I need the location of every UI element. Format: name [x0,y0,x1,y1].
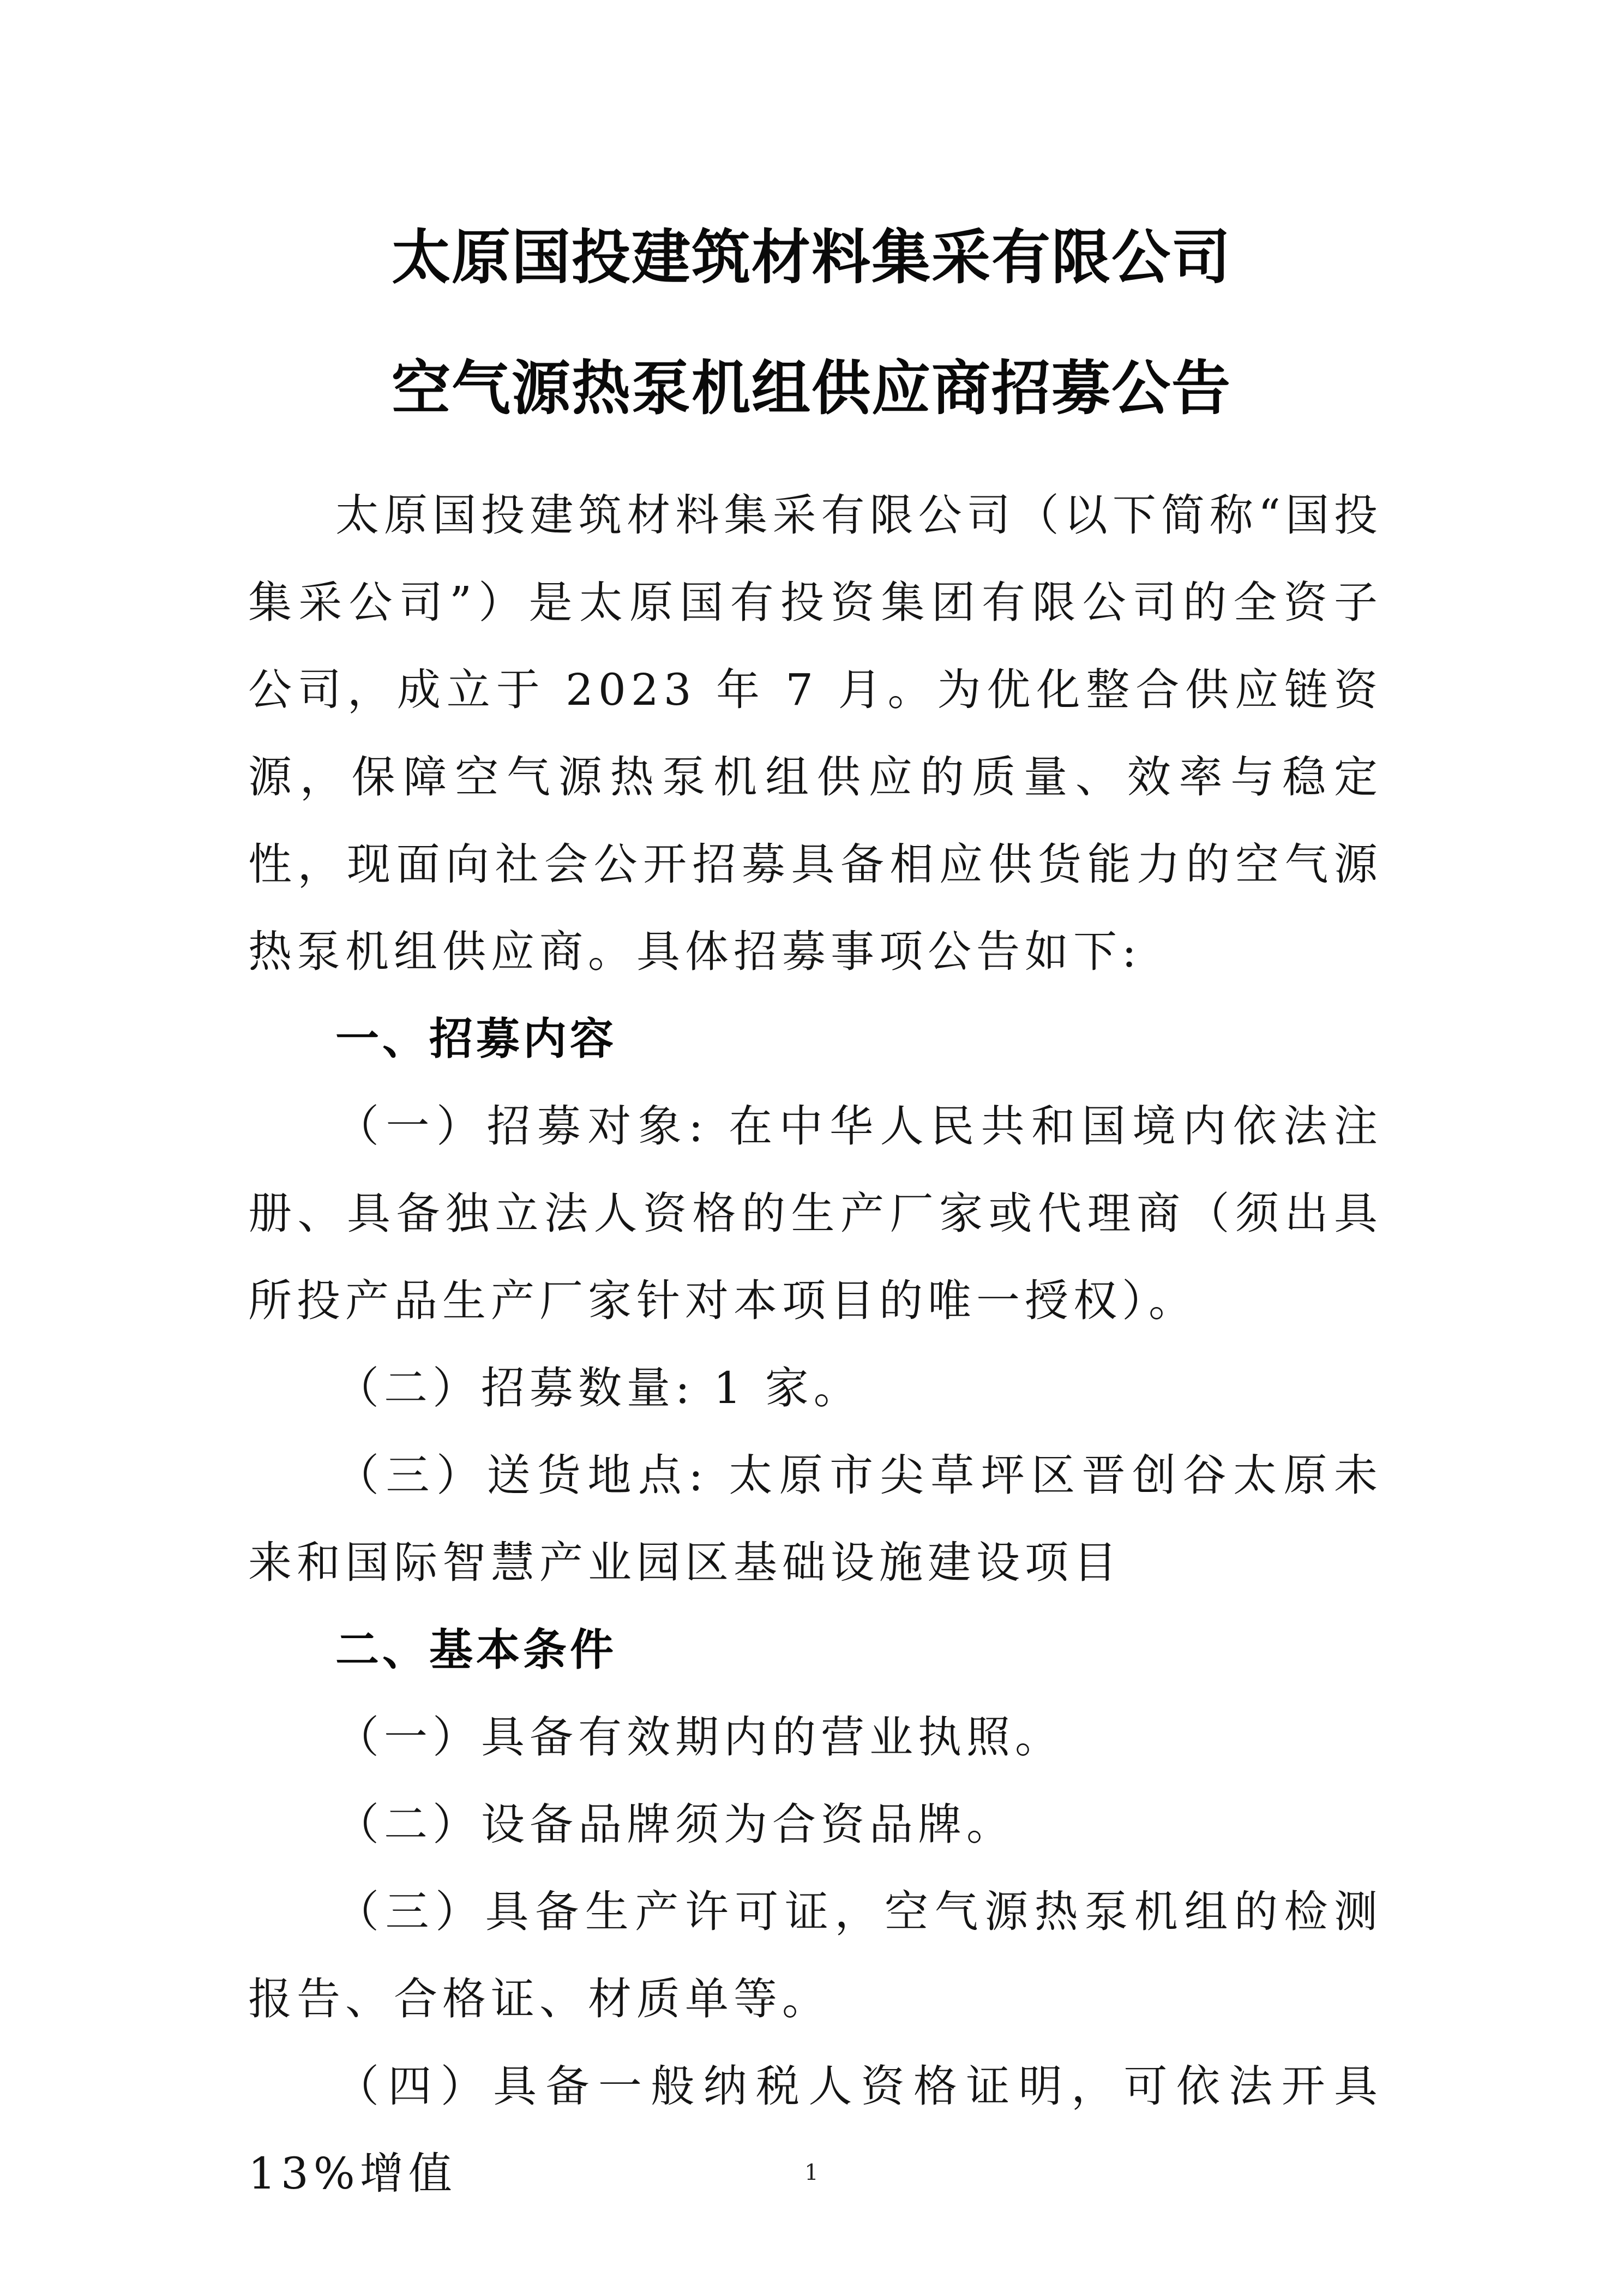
condition-production-license: （三）具备生产许可证，空气源热泵机组的检测报告、合格证、材质单等。 [248,1886,1382,2024]
intro-paragraph: 太原国投建筑材料集采有限公司（以下简称“国投集采公司”）是太原国有投资集团有限公司的全资子公司，成立于 2023 年 7 月。为优化整合供应链资源，保障空气源热泵机组供应的质量、效率与稳定性，现面向社会公开招募具备相应供货能力的空气源热泵机组供应商。具体招募事项公告如下: [248,490,1382,977]
delivery-location-paragraph: （三）送货地点: 太原市尖草坪区晋创谷太原未来和国际智慧产业园区基础设施建设项目 [248,1450,1382,1588]
document-title-line-1: 太原国投建筑材料集采有限公司 [391,224,1231,292]
condition-brand: （二）设备品牌须为合资品牌。 [335,1799,1015,1850]
recruitment-quantity-paragraph: （二）招募数量: 1 家。 [335,1363,862,1413]
document-title-line-2: 空气源热泵机组供应商招募公告 [391,355,1231,423]
document-body [248,472,1382,2217]
condition-taxpayer: （四）具备一般纳税人资格证明，可依法开具 13%增值 [248,2061,1382,2199]
recruitment-target-paragraph: （一）招募对象: 在中华人民共和国境内依法注册、具备独立法人资格的生产厂家或代理商（须出具所投产品生产厂家针对本项目的唯一授权）。 [248,1101,1382,1326]
section-heading-basic-conditions: 二、基本条件 [335,1624,617,1675]
condition-business-license: （一）具备有效期内的营业执照。 [335,1712,1063,1763]
page-number: 1 [804,2160,819,2185]
section-heading-recruitment-content: 一、招募内容 [335,1014,617,1064]
